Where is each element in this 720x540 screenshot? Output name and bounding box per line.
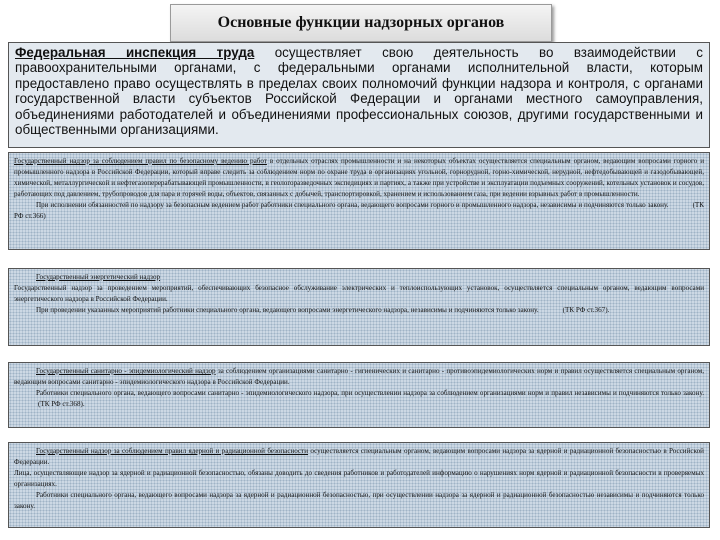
- nuclear-heading: Государственный надзор за соблюдением правил ядерной и радиационной безопасности: [36, 447, 309, 455]
- energy-heading: Государственный энергетический надзор: [36, 273, 161, 281]
- federal-inspection-text: осуществляет свою деятельность во взаимодействии с правоохранительными органами, с федеральными органами исполнительной власти, которым предоставлено право осуществлять в пределах своих полномочий функции надзора и контроля, с органами государственной власти субъектов Российской Федерации и органами местного самоуправления, объединениями работодателей и объединениями профессиональных союзов, другими государственными и общественными организациями.: [15, 45, 703, 138]
- energy-ref: (ТК РФ ст.367).: [562, 306, 610, 314]
- industrial-safety-ref: (ТК РФ ст.366): [14, 201, 704, 220]
- sanitary-text: за соблюдением организациями санитарно - гигиенических и санитарно - противоэпидемиологических норм и правил осуществляется специальным органом, ведающим вопросами санитарно - эпидемиологического надзора в Российской Федерации.: [14, 367, 704, 386]
- nuclear-text: осуществляется специальным органом, ведающим вопросами надзора за ядерной и радиационной безопасностью в Российской Федерации.: [14, 447, 704, 466]
- industrial-safety-heading: Государственный надзор за соблюдением правил по безопасному ведению работ: [14, 157, 267, 165]
- nuclear-para3: Работники специального органа, ведающего вопросами надзора за ядерной и радиационной безопасностью, при осуществлении надзора за ядерной и радиационной безопасностью независимы и подчиняются только закону.: [14, 491, 704, 510]
- sanitary-ref: (ТК РФ ст.368).: [38, 400, 85, 408]
- federal-inspection-block: [8, 42, 710, 148]
- sanitary-heading: Государственный санитарно - эпидемиологический надзор: [36, 367, 216, 375]
- industrial-safety-text: в отдельных отраслях промышленности и на некоторых объектах осуществляется специальным органом, ведающим вопросами горного и промышленного надзора в Российской Федерации, который вправе следить за соблюдением норм по охране труда в организациях угольной, горнорудной, горно-химической, нерудной, нефтедобывающей и газодобывающей, химической, металлургической и нефтегазоперерабатывающей промышленности, в геологоразведочных экспедициях и партиях, а также при устройстве и эксплуатации подъемных сооружений, котельных установок и сосудов, работающих под давлением, трубопроводов для пара и горячей воды, объектов, связанных с добычей, транспортировкой, хранением и использованием газа, при ведении взрывных работ в промышленности.: [14, 157, 704, 198]
- energy-para2: При проведении указанных мероприятий работники специального органа, ведающего вопросами энергетического надзора, независимы и подчиняются только закону.: [36, 306, 539, 314]
- energy-text: Государственный надзор за проведением мероприятий, обеспечивающих безопасное обслуживание электрических и теплоиспользующих установок, осуществляется специальным органом, ведающим вопросами энергетического надзора в Российской Федерации.: [14, 284, 704, 303]
- industrial-safety-block: [8, 152, 710, 250]
- nuclear-block: [8, 442, 710, 528]
- sanitary-block: [8, 362, 710, 428]
- nuclear-para2: Лица, осуществляющие надзор за ядерной и радиационной безопасностью, обязаны доводить до сведения работников и работодателей информацию о нарушениях норм ядерной и радиационной безопасности в проверяемых организациях.: [14, 469, 704, 488]
- industrial-safety-para2: При исполнении обязанностей по надзору за безопасным ведением работ работники специального органа, ведающего вопросами горного и промышленного надзора, независимы и подчиняются только закону.: [36, 201, 669, 209]
- sanitary-para2: Работники специального органа, ведающего вопросами санитарно - эпидемиологического надзора, при осуществлении надзора за соблюдением организациями норм и правил независимы и подчиняются только закону.: [36, 389, 704, 397]
- energy-block: [8, 268, 710, 346]
- federal-inspection-lead: Федеральная инспекция труда: [15, 45, 255, 60]
- page-title: Основные функции надзорных органов: [170, 4, 552, 42]
